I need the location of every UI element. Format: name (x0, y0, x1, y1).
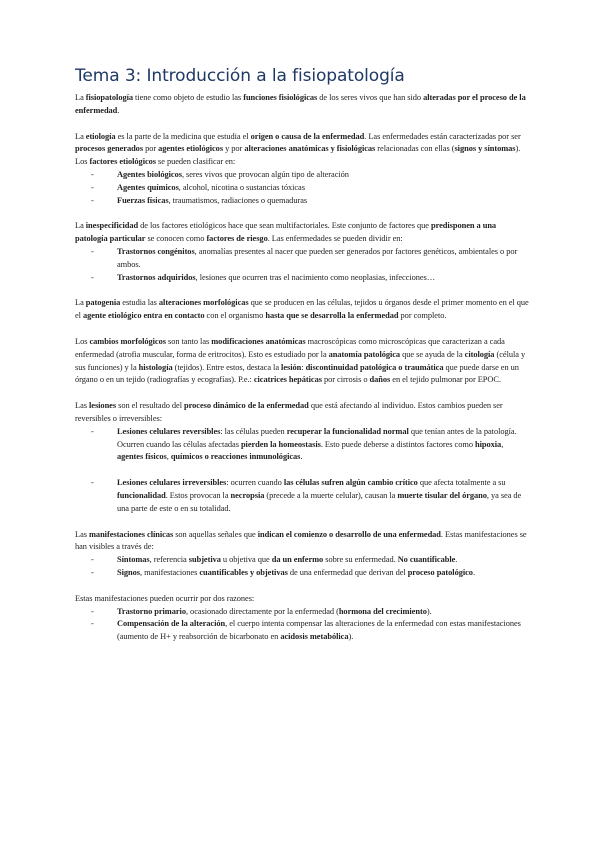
text-run: que se ayuda de la (400, 349, 465, 359)
bold-term: manifestaciones clínicas (89, 529, 174, 539)
text-run: macroscópicas como microscópicas que caracterizan a cada enfermedad (atrofia muscular, forma de eritrocitos). Esto es estudiado por la (75, 336, 505, 359)
text-run: , lesiones que ocurren tras el nacimiento como neoplasias, infecciones… (195, 272, 436, 282)
bullet-list (75, 554, 530, 580)
text-run: que está afectando al individuo. Estos cambios pueden ser reversibles o irreversibles: (75, 401, 503, 423)
bold-term: agentes físicos (117, 452, 167, 462)
bullet-list (75, 246, 530, 284)
text-run: se pueden clasificar en: (156, 157, 236, 167)
bold-term: hasta que se desarrolla la enfermedad (265, 311, 399, 321)
paragraph (75, 400, 530, 426)
bold-term: da un enfermo (271, 555, 324, 565)
list-item (75, 606, 530, 619)
bullet-list (75, 606, 530, 644)
bold-term: funcionalidad (117, 490, 166, 500)
bold-term: cicatrices hepáticas (253, 375, 322, 385)
text-run: que se producen en las células, tejidos u órganos desde el primer momento en el que el (75, 298, 529, 321)
bold-term: hormona del crecimiento (338, 606, 427, 616)
bold-term: hipoxia (475, 439, 502, 449)
text-run: relacionadas con ellas ( (375, 144, 455, 154)
text-run: : las células pueden (220, 426, 287, 436)
page-title: Tema 3: Introducción a la fisiopatología (75, 66, 405, 86)
text-run: Estas manifestaciones pueden ocurrir por dos razones: (75, 593, 255, 603)
text-run: de una enfermedad que derivan del (287, 567, 408, 577)
bold-term: indican el comienzo o desarrollo de una enfermedad (257, 529, 441, 539)
bold-term: Síntomas (117, 555, 150, 565)
bold-term: cuantificables y objetivas (199, 567, 288, 577)
text-run: con el organismo (204, 311, 266, 321)
text-run: de los seres vivos que han sido (317, 93, 424, 102)
text-run: . Estas manifestaciones se han visibles a través de: (75, 529, 527, 552)
list-item (75, 182, 530, 195)
text-run: se conocen como (145, 234, 207, 244)
bold-term: lesiones (89, 401, 117, 411)
bold-term: agentes etiológicos (158, 144, 224, 154)
bold-term: patogenia (85, 298, 121, 308)
text-run: por (143, 144, 159, 154)
paragraph (75, 529, 530, 555)
text-run: que tenían antes de la patología. Ocurren cuando las células afectadas (117, 426, 517, 449)
bold-term: Agentes biológicos (117, 169, 182, 179)
text-run: en el tejido pulmonar por EPOC. (390, 375, 501, 385)
bold-term: necropsia (230, 490, 265, 500)
bold-term: pierden la homeostasis (240, 439, 321, 449)
document-page (75, 66, 530, 657)
bold-term: agente etiológico entra en contacto (83, 311, 205, 321)
text-run: y por (223, 144, 245, 154)
bold-term: etiología (85, 131, 116, 141)
text-run: u objetiva que (220, 555, 272, 565)
list-item (75, 554, 530, 567)
bold-term: proceso patológico (407, 567, 473, 577)
text-run: . Estos provocan la (165, 490, 231, 500)
text-run: La (75, 298, 86, 308)
text-run: , seres vivos que provocan algún tipo de alteración (181, 169, 349, 179)
bold-term: acidosis metabólica (280, 632, 349, 642)
bold-term: recuperar la funcionalidad normal (286, 426, 409, 436)
list-item (75, 567, 530, 580)
text-run: ). (426, 606, 432, 616)
bold-term: alteradas por el proceso de la enfermedad (75, 93, 526, 115)
bold-term: muerte tisular del órgano (397, 490, 487, 500)
bold-term: factores etiológicos (89, 157, 156, 167)
bold-term: daños (369, 375, 391, 385)
text-run: , (166, 452, 171, 462)
bold-term: alteraciones morfológicas (158, 298, 249, 308)
bold-term: las células sufren algún cambio crítico (283, 478, 418, 488)
text-run: sobre su enfermedad. (323, 555, 398, 565)
text-run: . (455, 555, 458, 565)
text-run: estudia las (120, 298, 159, 308)
bold-term: subjetiva (188, 555, 221, 565)
list-item (75, 169, 530, 182)
bold-term: Signos (117, 567, 140, 577)
list-item (75, 426, 530, 464)
bold-term: No cuantificable (397, 555, 456, 565)
bold-term: funciones fisiológicas (243, 93, 318, 102)
bold-term: anatomía patológica (328, 349, 401, 359)
bold-term: citología (464, 349, 495, 359)
text-run: Las (75, 401, 89, 411)
bullet-list (75, 426, 530, 516)
bold-term: origen o causa de la enfermedad (250, 131, 365, 141)
bold-term: Trastornos congénitos (117, 246, 195, 256)
text-run: . Las enfermedades están caracterizadas por ser (364, 131, 521, 141)
list-item (75, 195, 530, 208)
bold-term: Trastorno primario (117, 606, 186, 616)
bold-term: Agentes químicos (117, 182, 179, 192)
bold-term: signos y síntomas (454, 144, 516, 154)
text-run: . (300, 452, 303, 462)
text-run: , ocasionado directamente por la enfermedad ( (185, 606, 339, 616)
text-run: que afecta totalmente a su (417, 478, 506, 488)
list-item (75, 618, 530, 644)
text-run: . Esto puede deberse a distintos factores como (320, 439, 475, 449)
bold-term: químicos o reacciones inmunológicas (170, 452, 301, 462)
bold-term: lesión (281, 362, 302, 372)
bold-term: Lesiones celulares irreversibles (117, 478, 227, 488)
text-run: La (75, 93, 86, 102)
list-item (75, 246, 530, 272)
text-run: ). (348, 632, 354, 642)
text-run: , (501, 439, 504, 449)
text-run: : (301, 362, 306, 372)
bold-term: fisiopatología (85, 93, 134, 102)
text-run: , ya sea de una parte de este o en su totalidad. (117, 490, 522, 513)
bold-term: alteraciones anatómicas y fisiológicas (244, 144, 376, 154)
text-run: , anomalías presentes al nacer que pueden ser generados por factores genéticos, ambientales o por ambos. (117, 246, 518, 269)
bold-term: discontinuidad patológica o traumática (305, 362, 444, 372)
bold-term: cambios morfológicos (89, 336, 166, 346)
text-run: . (117, 105, 120, 115)
paragraph (75, 593, 530, 606)
paragraph (75, 92, 530, 118)
list-item (75, 272, 530, 285)
text-run: La (75, 131, 86, 141)
paragraph (75, 336, 530, 387)
text-run: La (75, 221, 86, 231)
text-run: son aquellas señales que (173, 529, 258, 539)
text-run: de los factores etiológicos hace que sean multifactoriales. Este conjunto de factores que (138, 221, 431, 231)
bold-term: Lesiones celulares reversibles (117, 426, 221, 436)
bold-term: inespecificidad (85, 221, 139, 231)
text-run: , el cuerpo intenta compensar las alteraciones de la enfermedad con estas manifestaciones (aumento de H+ y reabsorción de bicarbonato en (117, 619, 521, 642)
bold-term: histología (138, 362, 173, 372)
text-run: Las (75, 529, 89, 539)
text-run: es la parte de la medicina que estudia el (115, 131, 251, 141)
text-run: : ocurren cuando (226, 478, 284, 488)
text-run: (tejidos). Entre estos, destaca la (172, 362, 282, 372)
bold-term: modificaciones anatómicas (211, 336, 306, 346)
bold-term: proceso dinámico de la enfermedad (184, 401, 309, 411)
paragraph (75, 297, 530, 323)
bullet-list (75, 169, 530, 207)
text-run: son el resultado del (116, 401, 185, 411)
text-run: Los (75, 336, 90, 346)
text-run: ). Los (75, 144, 521, 167)
text-run: , manifestaciones (139, 567, 200, 577)
bold-term: Compensación de la alteración (117, 619, 226, 629)
text-run: tiene como objeto de estudio las (133, 93, 244, 102)
text-run: (célula y sus funciones) y la (75, 349, 526, 372)
paragraph (75, 220, 530, 246)
list-item (75, 477, 530, 515)
bold-term: Fuerzas físicas (117, 195, 169, 205)
text-run: , alcohol, nicotina o sustancias tóxicas (178, 182, 305, 192)
text-run: , referencia (149, 555, 189, 565)
bold-term: Trastornos adquiridos (117, 272, 196, 282)
bold-term: factores de riesgo (206, 234, 268, 244)
bold-term: procesos generados (75, 144, 144, 154)
text-run: por completo. (398, 311, 447, 321)
text-run: . (472, 567, 475, 577)
text-run: son tanto las (165, 336, 212, 346)
text-run: , traumatismos, radiaciones o quemaduras (168, 195, 308, 205)
text-run: . Las enfermedades se pueden dividir en: (267, 234, 403, 244)
paragraph (75, 131, 530, 169)
text-run: por cirrosis o (321, 375, 370, 385)
text-run: (precede a la muerte celular), causan la (264, 490, 398, 500)
document-body (75, 92, 530, 644)
text-run: que puede darse en un órgano o en un tejido (radiografías y ecografías). P.e.: (75, 362, 519, 385)
bold-term: predisponen a una patología particular (75, 221, 497, 244)
